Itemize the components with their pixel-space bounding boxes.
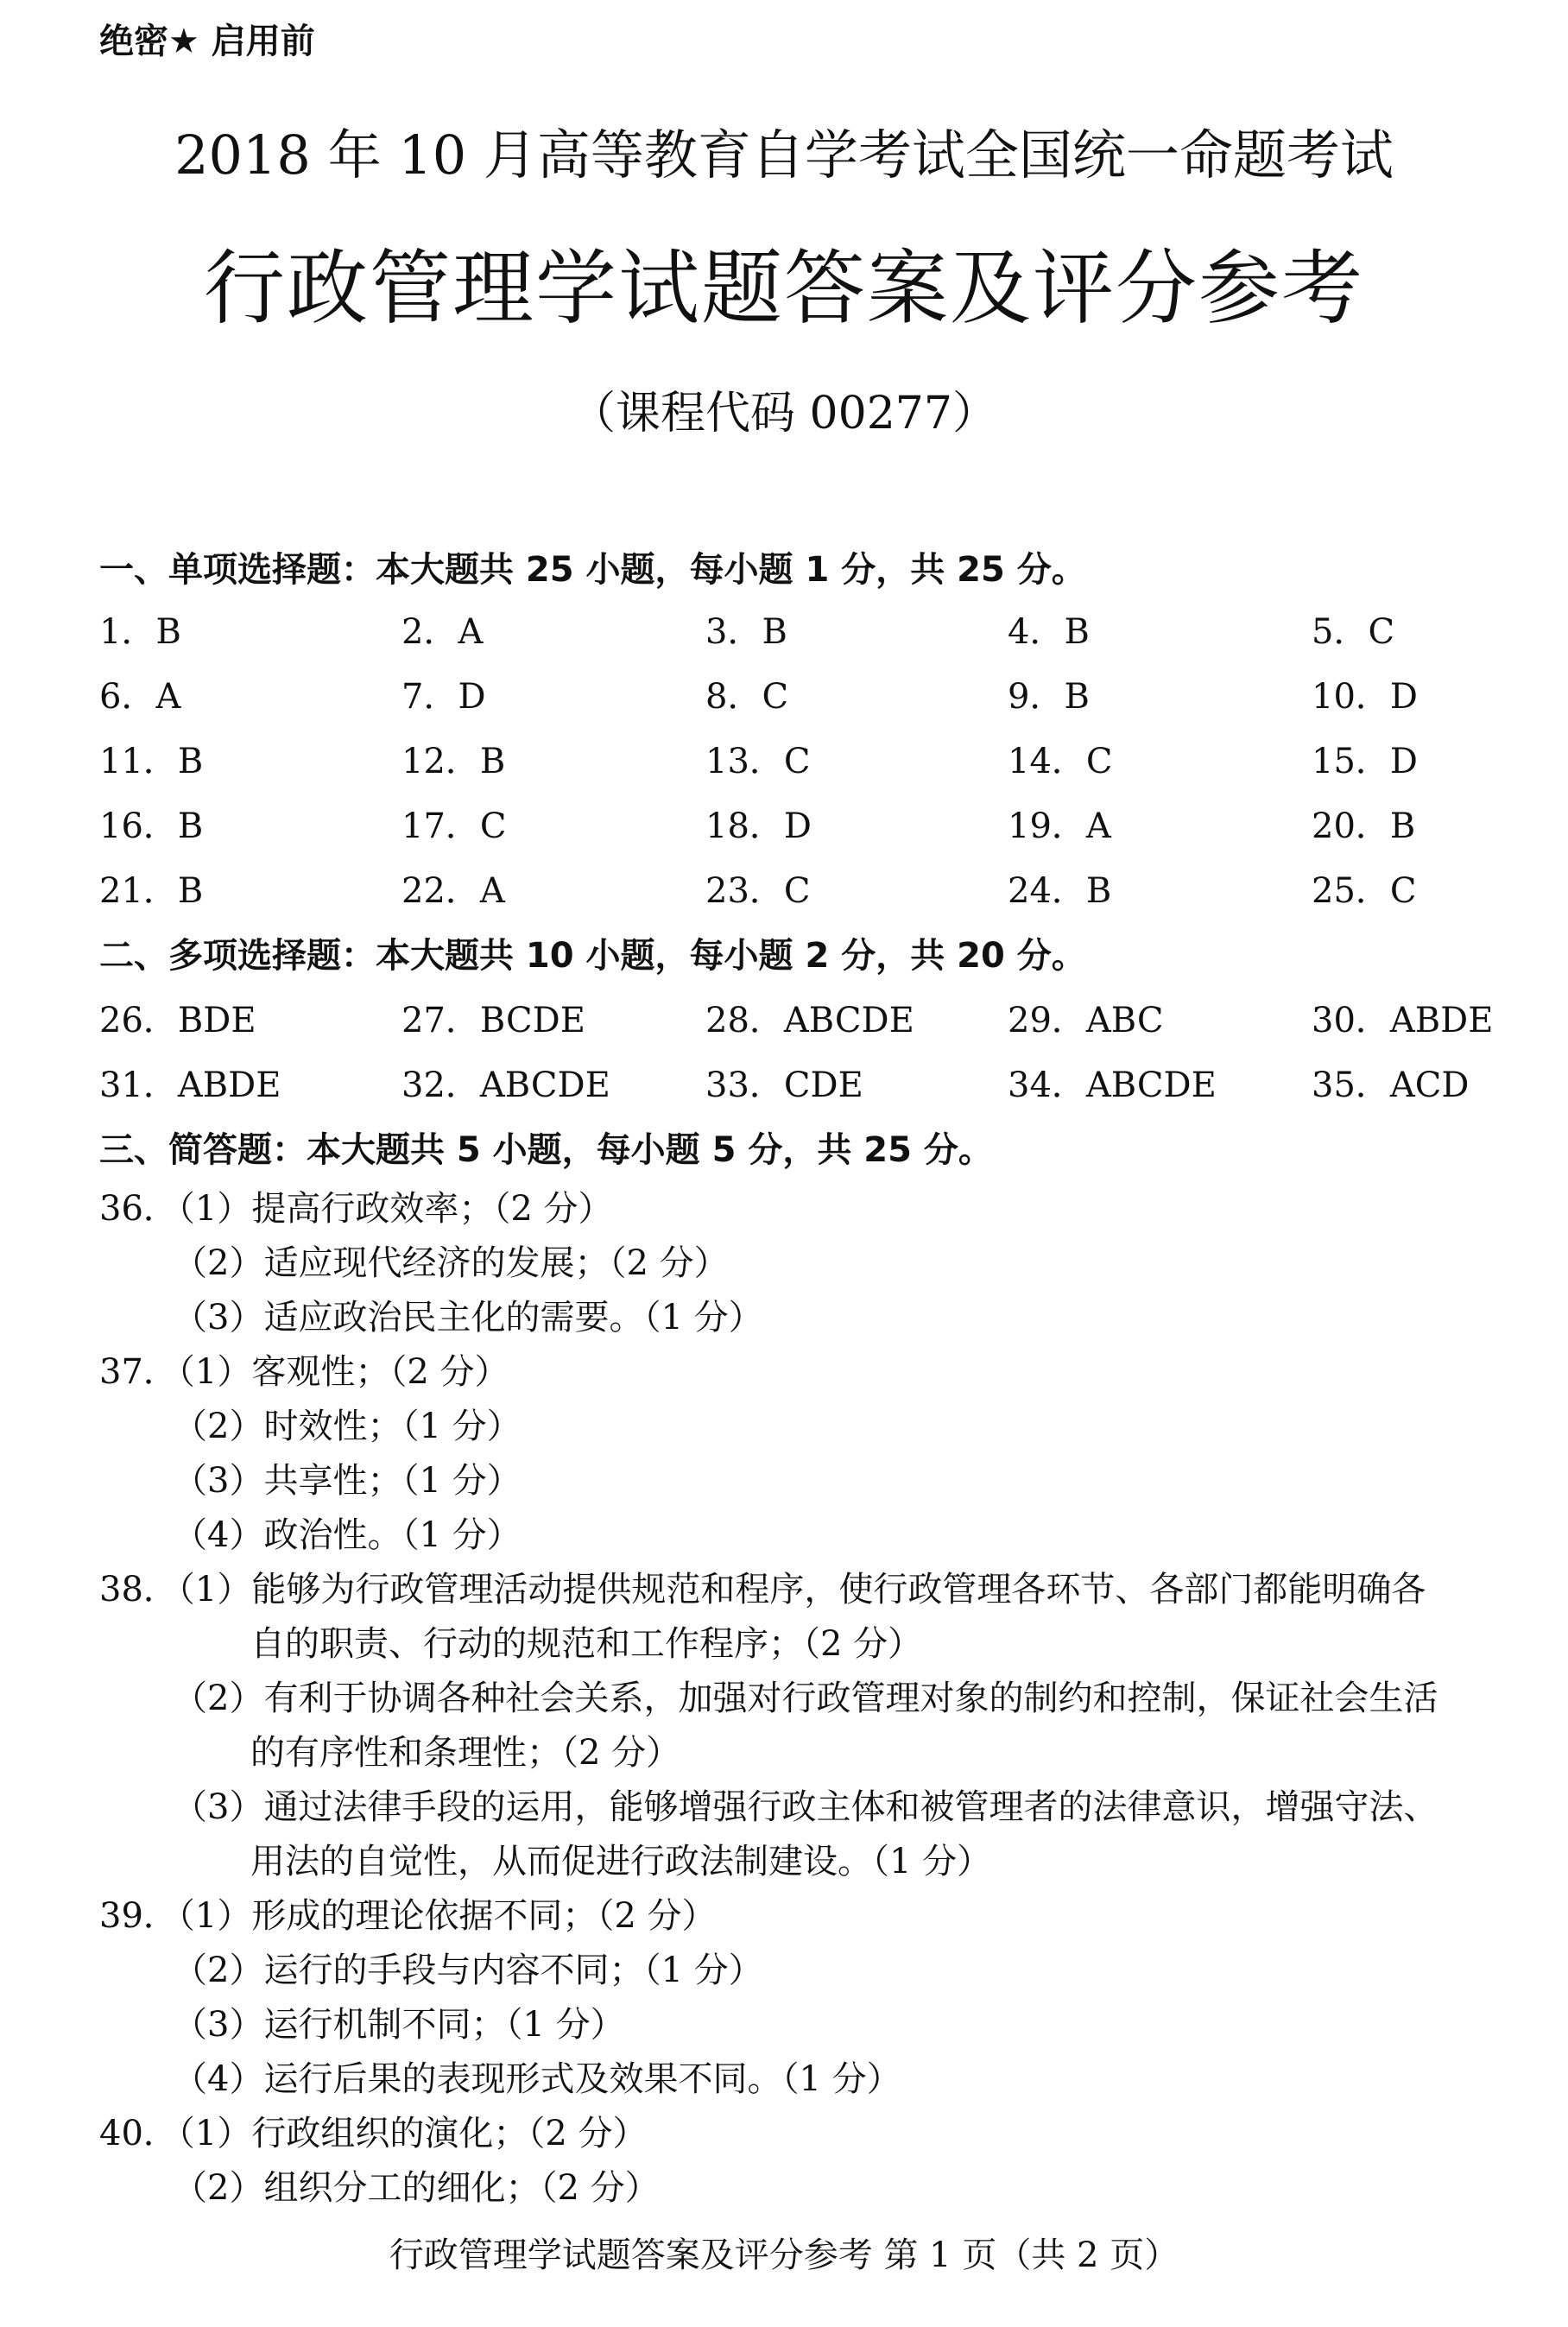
answer-cell: 16．B — [99, 806, 204, 846]
answer-cell: 28．ABCDE — [705, 1001, 914, 1040]
answer-cell: 18．D — [705, 806, 812, 846]
answer-cell: 2．A — [401, 612, 484, 652]
confidential-label: 绝密★ 启用前 — [99, 22, 315, 61]
answer-row — [99, 604, 1567, 656]
answer-cell: 25．C — [1312, 871, 1417, 911]
answer-line: 的有序性和条理性；（2 分） — [250, 1733, 681, 1773]
answer-cell: 27．BCDE — [401, 1001, 585, 1040]
document-title: 行政管理学试题答案及评分参考 — [203, 242, 1364, 336]
answer-cell: 26．BDE — [99, 1001, 256, 1040]
page-footer: 行政管理学试题答案及评分参考 第 1 页（共 2 页） — [389, 2235, 1179, 2275]
answer-cell: 30．ABDE — [1312, 1001, 1494, 1040]
answer-line: （3）适应政治民主化的需要。（1 分） — [173, 1298, 763, 1337]
answer-cell: 22．A — [401, 871, 505, 911]
answer-cell: 31．ABDE — [99, 1065, 281, 1105]
answer-line: 37．（1）客观性；（2 分） — [99, 1352, 509, 1392]
answer-line: （2）有利于协调各种社会关系，加强对行政管理对象的制约和控制，保证社会生活 — [173, 1679, 1438, 1718]
section-heading-short-answer: 三、简答题：本大题共 5 小题，每小题 5 分，共 25 分。 — [99, 1130, 993, 1170]
answer-cell: 24．B — [1008, 871, 1112, 911]
answer-row — [99, 799, 1567, 850]
answer-line: （2）运行的手段与内容不同；（1 分） — [173, 1951, 763, 1990]
answer-cell: 6．A — [99, 677, 181, 717]
section-heading-multiple-choice: 二、多项选择题：本大题共 10 小题，每小题 2 分，共 20 分。 — [99, 936, 1086, 976]
answer-cell: 19．A — [1008, 806, 1111, 846]
section-heading-single-choice: 一、单项选择题：本大题共 25 小题，每小题 1 分，共 25 分。 — [99, 550, 1086, 590]
answer-line: 40．（1）行政组织的演化；（2 分） — [99, 2114, 648, 2153]
answer-line: （4）政治性。（1 分） — [173, 1515, 522, 1555]
answer-cell: 10．D — [1312, 677, 1418, 717]
answer-cell: 3．B — [705, 612, 787, 652]
answer-cell: 13．C — [705, 742, 811, 781]
answer-cell: 7．D — [401, 677, 486, 717]
answer-cell: 9．B — [1008, 677, 1090, 717]
answer-line: 自的职责、行动的规范和工作程序；（2 分） — [250, 1624, 923, 1664]
answer-line: （3）共享性；（1 分） — [173, 1461, 522, 1501]
answer-row — [99, 669, 1567, 721]
answer-cell: 32．ABCDE — [401, 1065, 610, 1105]
answer-line: （4）运行后果的表现形式及效果不同。（1 分） — [173, 2059, 901, 2099]
answer-cell: 35．ACD — [1312, 1065, 1470, 1105]
answer-cell: 8．C — [705, 677, 789, 717]
answer-cell: 12．B — [401, 742, 506, 781]
exam-title: 2018 年 10 月高等教育自学考试全国统一命题考试 — [174, 123, 1394, 187]
answer-cell: 29．ABC — [1008, 1001, 1164, 1040]
answer-row — [99, 863, 1567, 915]
answer-line: 36．（1）提高行政效率；（2 分） — [99, 1189, 613, 1229]
answer-cell: 11．B — [99, 742, 204, 781]
answer-cell: 5．C — [1312, 612, 1395, 652]
answer-row — [99, 1058, 1567, 1110]
answer-cell: 33．CDE — [705, 1065, 863, 1105]
answer-cell: 17．C — [401, 806, 507, 846]
answer-cell: 4．B — [1008, 612, 1090, 652]
answer-cell: 34．ABCDE — [1008, 1065, 1217, 1105]
answer-row — [99, 734, 1567, 786]
answer-line: （2）时效性；（1 分） — [173, 1407, 522, 1446]
answer-line: （2）适应现代经济的发展；（2 分） — [173, 1243, 729, 1283]
answer-cell: 15．D — [1312, 742, 1418, 781]
answer-line: 用法的自觉性，从而促进行政法制建设。（1 分） — [250, 1842, 992, 1881]
answer-cell: 23．C — [705, 871, 811, 911]
answer-row — [99, 993, 1567, 1045]
answer-cell: 21．B — [99, 871, 204, 911]
answer-line: （3）运行机制不同；（1 分） — [173, 2005, 625, 2045]
answer-line: 39．（1）形成的理论依据不同；（2 分） — [99, 1896, 717, 1936]
course-code: （课程代码 00277） — [571, 388, 997, 439]
answer-cell: 1．B — [99, 612, 181, 652]
answer-line: （3）通过法律手段的运用，能够增强行政主体和被管理者的法律意识，增强守法、 — [173, 1787, 1438, 1827]
answer-cell: 14．C — [1008, 742, 1113, 781]
answer-line: （2）组织分工的细化；（2 分） — [173, 2168, 660, 2208]
answer-cell: 20．B — [1312, 806, 1416, 846]
answer-line: 38．（1）能够为行政管理活动提供规范和程序，使行政管理各环节、各部门都能明确各 — [99, 1570, 1426, 1609]
